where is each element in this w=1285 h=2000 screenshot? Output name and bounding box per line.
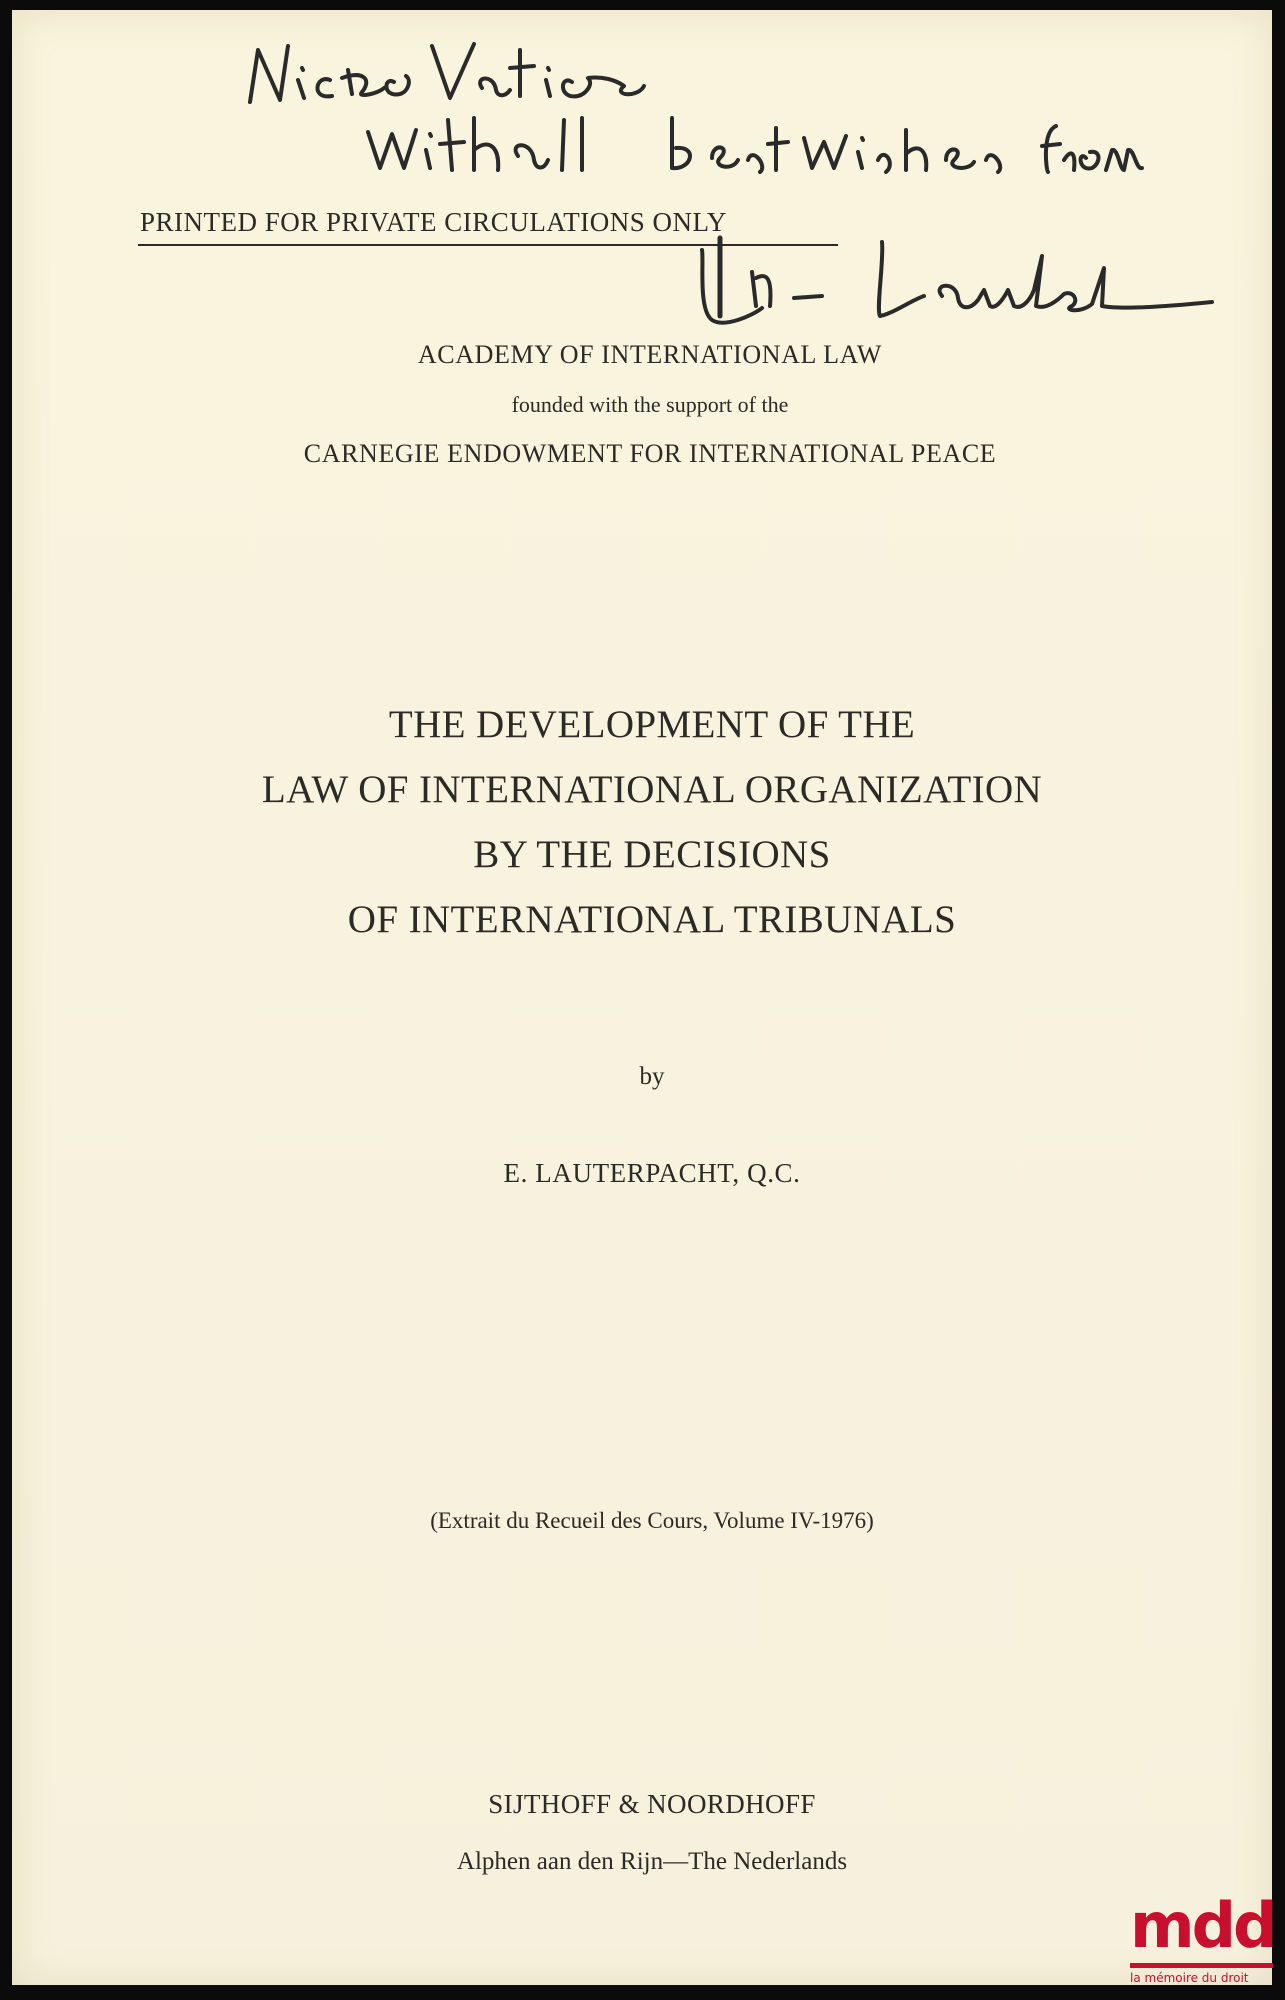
logo-letters: mdd xyxy=(1130,1889,1275,1962)
institution-sponsor: CARNEGIE ENDOWMENT FOR INTERNATIONAL PEACE xyxy=(303,439,997,468)
handwritten-inscription xyxy=(12,10,1272,350)
title-line: THE DEVELOPMENT OF THE xyxy=(388,703,916,746)
private-circulation-notice: PRINTED FOR PRIVATE CIRCULATIONS ONLY xyxy=(140,207,727,237)
publisher-name: SIJTHOFF & NOORDHOFF xyxy=(488,1789,816,1819)
author-name: E. LAUTERPACHT, Q.C. xyxy=(503,1158,801,1188)
title-line: BY THE DECISIONS xyxy=(473,833,831,876)
title-line: LAW OF INTERNATIONAL ORGANIZATION xyxy=(261,768,1043,811)
title-line: OF INTERNATIONAL TRIBUNALS xyxy=(347,898,957,941)
institution-support-line: founded with the support of the xyxy=(511,392,789,417)
mdd-watermark-logo xyxy=(1130,1889,1280,1995)
logo-underline xyxy=(1130,1963,1273,1968)
extract-note: (Extrait du Recueil des Cours, Volume IV-1976) xyxy=(430,1508,874,1533)
logo-tagline: la mémoire du droit xyxy=(1130,1971,1249,1985)
by-label: by xyxy=(639,1063,665,1090)
booklet-cover xyxy=(12,10,1275,1985)
notice-underline xyxy=(138,244,838,246)
institution-name: ACADEMY OF INTERNATIONAL LAW xyxy=(417,340,883,369)
publisher-place: Alphen aan den Rijn—The Nederlands xyxy=(456,1848,848,1875)
